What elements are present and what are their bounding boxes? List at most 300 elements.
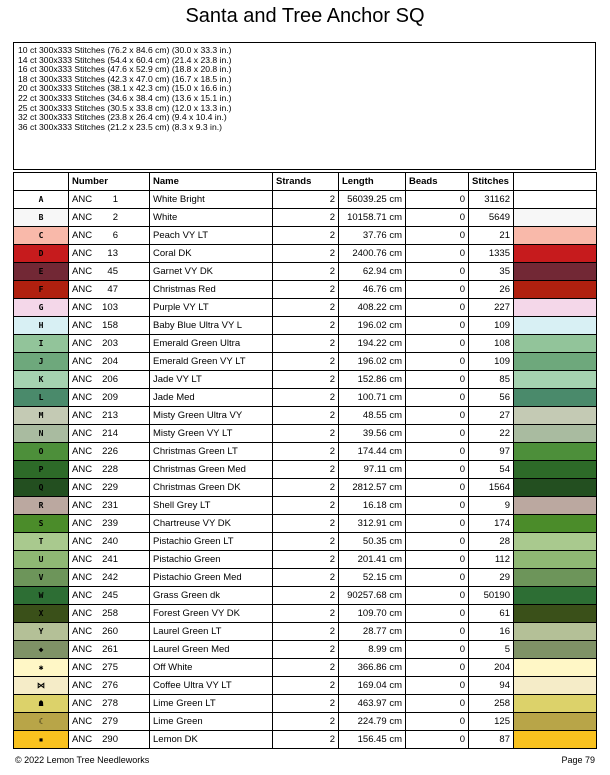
- strands-cell: 2: [273, 191, 339, 209]
- brand-label: ANC: [72, 248, 93, 259]
- length-cell: 28.77 cm: [339, 623, 406, 641]
- size-info-line: 20 ct 300x333 Stitches (38.1 x 42.3 cm) (15.0 x 16.6 in.): [18, 83, 232, 94]
- strands-cell: 2: [273, 605, 339, 623]
- name-cell: Pistachio Green Med: [150, 569, 273, 587]
- name-cell: Pistachio Green: [150, 551, 273, 569]
- number-cell: [69, 479, 150, 497]
- brand-label: ANC: [72, 320, 93, 331]
- name-cell: Laurel Green LT: [150, 623, 273, 641]
- length-cell: 2400.76 cm: [339, 245, 406, 263]
- number-cell: [69, 695, 150, 713]
- color-code: 1: [112, 194, 118, 205]
- name-cell: Forest Green VY DK: [150, 605, 273, 623]
- strands-cell: 2: [273, 533, 339, 551]
- number-cell: [69, 443, 150, 461]
- table-row: [14, 209, 597, 227]
- stitches-cell: 35: [469, 263, 514, 281]
- length-cell: 152.86 cm: [339, 371, 406, 389]
- name-cell: Christmas Red: [150, 281, 273, 299]
- floss-legend-table: [13, 172, 597, 749]
- strands-cell: 2: [273, 587, 339, 605]
- length-cell: 39.56 cm: [339, 425, 406, 443]
- color-code: 279: [102, 716, 118, 727]
- color-swatch: [514, 353, 597, 371]
- strands-cell: 2: [273, 371, 339, 389]
- page-number: Page 79: [561, 755, 595, 765]
- name-cell: Off White: [150, 659, 273, 677]
- strands-cell: 2: [273, 731, 339, 749]
- beads-cell: 0: [406, 371, 469, 389]
- name-cell: Lime Green LT: [150, 695, 273, 713]
- symbol-cell: K: [14, 371, 69, 389]
- color-swatch: [514, 515, 597, 533]
- number-cell: [69, 371, 150, 389]
- strands-cell: 2: [273, 281, 339, 299]
- brand-label: ANC: [72, 572, 93, 583]
- length-cell: 48.55 cm: [339, 407, 406, 425]
- symbol-cell: O: [14, 443, 69, 461]
- brand-label: ANC: [72, 230, 93, 241]
- color-code: 275: [102, 662, 118, 673]
- size-info-line: 14 ct 300x333 Stitches (54.4 x 60.4 cm) (21.4 x 23.8 in.): [18, 54, 232, 65]
- length-cell: 52.15 cm: [339, 569, 406, 587]
- brand-label: ANC: [72, 680, 93, 691]
- symbol-cell: P: [14, 461, 69, 479]
- name-cell: Christmas Green DK: [150, 479, 273, 497]
- number-cell: [69, 515, 150, 533]
- header-length: Length: [339, 173, 406, 191]
- brand-label: ANC: [72, 212, 93, 223]
- strands-cell: 2: [273, 677, 339, 695]
- brand-label: ANC: [72, 338, 93, 349]
- beads-cell: 0: [406, 569, 469, 587]
- color-swatch: [514, 677, 597, 695]
- beads-cell: 0: [406, 407, 469, 425]
- symbol-cell: U: [14, 551, 69, 569]
- color-code: 261: [102, 644, 118, 655]
- stitches-cell: 29: [469, 569, 514, 587]
- table-row: [14, 623, 597, 641]
- size-info-box: [13, 42, 596, 170]
- length-cell: 62.94 cm: [339, 263, 406, 281]
- number-cell: [69, 317, 150, 335]
- strands-cell: 2: [273, 551, 339, 569]
- table-row: [14, 641, 597, 659]
- stitches-cell: 16: [469, 623, 514, 641]
- brand-label: ANC: [72, 716, 93, 727]
- length-cell: 201.41 cm: [339, 551, 406, 569]
- beads-cell: 0: [406, 389, 469, 407]
- number-cell: [69, 659, 150, 677]
- table-row: [14, 551, 597, 569]
- name-cell: Jade Med: [150, 389, 273, 407]
- symbol-cell: Y: [14, 623, 69, 641]
- table-row: [14, 191, 597, 209]
- table-row: [14, 731, 597, 749]
- strands-cell: 2: [273, 623, 339, 641]
- brand-label: ANC: [72, 662, 93, 673]
- stitches-cell: 9: [469, 497, 514, 515]
- name-cell: Grass Green dk: [150, 587, 273, 605]
- number-cell: [69, 425, 150, 443]
- color-swatch: [514, 533, 597, 551]
- length-cell: 156.45 cm: [339, 731, 406, 749]
- color-code: 290: [102, 734, 118, 745]
- length-cell: 366.86 cm: [339, 659, 406, 677]
- table-row: [14, 407, 597, 425]
- stitches-cell: 5649: [469, 209, 514, 227]
- strands-cell: 2: [273, 641, 339, 659]
- color-code: 242: [102, 572, 118, 583]
- color-swatch: [514, 587, 597, 605]
- stitches-cell: 94: [469, 677, 514, 695]
- symbol-cell: I: [14, 335, 69, 353]
- size-info-line: 25 ct 300x333 Stitches (30.5 x 33.8 cm) (12.0 x 13.3 in.): [18, 102, 232, 113]
- color-swatch: [514, 641, 597, 659]
- size-info-line: 36 ct 300x333 Stitches (21.2 x 23.5 cm) (8.3 x 9.3 in.): [18, 121, 222, 132]
- color-swatch: [514, 245, 597, 263]
- strands-cell: 2: [273, 353, 339, 371]
- brand-label: ANC: [72, 554, 93, 565]
- length-cell: 50.35 cm: [339, 533, 406, 551]
- length-cell: 169.04 cm: [339, 677, 406, 695]
- number-cell: [69, 497, 150, 515]
- name-cell: Coffee Ultra VY LT: [150, 677, 273, 695]
- brand-label: ANC: [72, 644, 93, 655]
- stitches-cell: 112: [469, 551, 514, 569]
- stitches-cell: 27: [469, 407, 514, 425]
- number-cell: [69, 281, 150, 299]
- beads-cell: 0: [406, 353, 469, 371]
- stitches-cell: 109: [469, 353, 514, 371]
- color-swatch: [514, 659, 597, 677]
- stitches-cell: 26: [469, 281, 514, 299]
- length-cell: 46.76 cm: [339, 281, 406, 299]
- table-row: [14, 245, 597, 263]
- symbol-cell: M: [14, 407, 69, 425]
- size-info-line: 32 ct 300x333 Stitches (23.8 x 26.4 cm) (9.4 x 10.4 in.): [18, 112, 227, 123]
- color-code: 258: [102, 608, 118, 619]
- number-cell: [69, 407, 150, 425]
- number-cell: [69, 587, 150, 605]
- stitches-cell: 108: [469, 335, 514, 353]
- symbol-cell: R: [14, 497, 69, 515]
- header-strands: Strands: [273, 173, 339, 191]
- table-row: [14, 335, 597, 353]
- strands-cell: 2: [273, 209, 339, 227]
- number-cell: [69, 209, 150, 227]
- color-code: 228: [102, 464, 118, 475]
- symbol-cell: ✱: [14, 659, 69, 677]
- table-row: [14, 299, 597, 317]
- beads-cell: 0: [406, 659, 469, 677]
- color-code: 206: [102, 374, 118, 385]
- table-row: [14, 281, 597, 299]
- number-cell: [69, 389, 150, 407]
- number-cell: [69, 641, 150, 659]
- beads-cell: 0: [406, 461, 469, 479]
- beads-cell: 0: [406, 263, 469, 281]
- color-code: 6: [112, 230, 118, 241]
- symbol-cell: ☗: [14, 695, 69, 713]
- table-row: [14, 227, 597, 245]
- number-cell: [69, 461, 150, 479]
- symbol-cell: ▪: [14, 731, 69, 749]
- header-symbol: [14, 173, 69, 191]
- color-swatch: [514, 623, 597, 641]
- name-cell: Jade VY LT: [150, 371, 273, 389]
- symbol-cell: F: [14, 281, 69, 299]
- color-swatch: [514, 551, 597, 569]
- brand-label: ANC: [72, 392, 93, 403]
- color-swatch: [514, 191, 597, 209]
- brand-label: ANC: [72, 266, 93, 277]
- beads-cell: 0: [406, 299, 469, 317]
- color-code: 226: [102, 446, 118, 457]
- beads-cell: 0: [406, 245, 469, 263]
- color-swatch: [514, 299, 597, 317]
- symbol-cell: L: [14, 389, 69, 407]
- table-row: [14, 659, 597, 677]
- color-swatch: [514, 713, 597, 731]
- color-swatch: [514, 695, 597, 713]
- brand-label: ANC: [72, 590, 93, 601]
- length-cell: 224.79 cm: [339, 713, 406, 731]
- symbol-cell: A: [14, 191, 69, 209]
- color-swatch: [514, 281, 597, 299]
- symbol-cell: V: [14, 569, 69, 587]
- beads-cell: 0: [406, 587, 469, 605]
- stitches-cell: 227: [469, 299, 514, 317]
- table-row: [14, 587, 597, 605]
- length-cell: 97.11 cm: [339, 461, 406, 479]
- beads-cell: 0: [406, 677, 469, 695]
- name-cell: Emerald Green Ultra: [150, 335, 273, 353]
- table-row: [14, 677, 597, 695]
- color-swatch: [514, 263, 597, 281]
- strands-cell: 2: [273, 497, 339, 515]
- stitches-cell: 97: [469, 443, 514, 461]
- name-cell: Lime Green: [150, 713, 273, 731]
- brand-label: ANC: [72, 356, 93, 367]
- brand-label: ANC: [72, 536, 93, 547]
- color-swatch: [514, 227, 597, 245]
- name-cell: Christmas Green Med: [150, 461, 273, 479]
- color-code: 47: [107, 284, 118, 295]
- beads-cell: 0: [406, 209, 469, 227]
- name-cell: Purple VY LT: [150, 299, 273, 317]
- stitches-cell: 125: [469, 713, 514, 731]
- symbol-cell: G: [14, 299, 69, 317]
- color-code: 13: [107, 248, 118, 259]
- name-cell: Pistachio Green LT: [150, 533, 273, 551]
- name-cell: Misty Green Ultra VY: [150, 407, 273, 425]
- stitches-cell: 50190: [469, 587, 514, 605]
- beads-cell: 0: [406, 533, 469, 551]
- brand-label: ANC: [72, 626, 93, 637]
- color-swatch: [514, 335, 597, 353]
- number-cell: [69, 353, 150, 371]
- strands-cell: 2: [273, 479, 339, 497]
- symbol-cell: X: [14, 605, 69, 623]
- stitches-cell: 54: [469, 461, 514, 479]
- table-row: [14, 569, 597, 587]
- strands-cell: 2: [273, 407, 339, 425]
- stitches-cell: 1564: [469, 479, 514, 497]
- beads-cell: 0: [406, 551, 469, 569]
- color-code: 213: [102, 410, 118, 421]
- strands-cell: 2: [273, 713, 339, 731]
- table-row: [14, 497, 597, 515]
- length-cell: 174.44 cm: [339, 443, 406, 461]
- number-cell: [69, 713, 150, 731]
- length-cell: 194.22 cm: [339, 335, 406, 353]
- size-info-line: 16 ct 300x333 Stitches (47.6 x 52.9 cm) (18.8 x 20.8 in.): [18, 64, 232, 75]
- brand-label: ANC: [72, 410, 93, 421]
- beads-cell: 0: [406, 227, 469, 245]
- color-code: 158: [102, 320, 118, 331]
- brand-label: ANC: [72, 464, 93, 475]
- number-cell: [69, 569, 150, 587]
- strands-cell: 2: [273, 227, 339, 245]
- beads-cell: 0: [406, 695, 469, 713]
- beads-cell: 0: [406, 281, 469, 299]
- length-cell: 463.97 cm: [339, 695, 406, 713]
- stitches-cell: 22: [469, 425, 514, 443]
- name-cell: Garnet VY DK: [150, 263, 273, 281]
- symbol-cell: B: [14, 209, 69, 227]
- symbol-cell: W: [14, 587, 69, 605]
- color-code: 239: [102, 518, 118, 529]
- name-cell: White: [150, 209, 273, 227]
- name-cell: Misty Green VY LT: [150, 425, 273, 443]
- color-code: 231: [102, 500, 118, 511]
- number-cell: [69, 551, 150, 569]
- beads-cell: 0: [406, 479, 469, 497]
- beads-cell: 0: [406, 713, 469, 731]
- length-cell: 408.22 cm: [339, 299, 406, 317]
- table-row: [14, 425, 597, 443]
- color-code: 241: [102, 554, 118, 565]
- color-code: 240: [102, 536, 118, 547]
- table-row: [14, 353, 597, 371]
- color-code: 45: [107, 266, 118, 277]
- brand-label: ANC: [72, 608, 93, 619]
- table-row: [14, 605, 597, 623]
- strands-cell: 2: [273, 569, 339, 587]
- length-cell: 56039.25 cm: [339, 191, 406, 209]
- color-swatch: [514, 371, 597, 389]
- stitches-cell: 87: [469, 731, 514, 749]
- length-cell: 109.70 cm: [339, 605, 406, 623]
- name-cell: Christmas Green LT: [150, 443, 273, 461]
- header-number: Number: [69, 173, 150, 191]
- size-info-line: 10 ct 300x333 Stitches (76.2 x 84.6 cm) (30.0 x 33.3 in.): [18, 45, 232, 55]
- header-swatch: [514, 173, 597, 191]
- number-cell: [69, 533, 150, 551]
- color-swatch: [514, 209, 597, 227]
- number-cell: [69, 605, 150, 623]
- strands-cell: 2: [273, 263, 339, 281]
- table-row: [14, 443, 597, 461]
- beads-cell: 0: [406, 731, 469, 749]
- beads-cell: 0: [406, 425, 469, 443]
- strands-cell: 2: [273, 245, 339, 263]
- length-cell: 10158.71 cm: [339, 209, 406, 227]
- length-cell: 90257.68 cm: [339, 587, 406, 605]
- name-cell: Lemon DK: [150, 731, 273, 749]
- beads-cell: 0: [406, 443, 469, 461]
- stitches-cell: 61: [469, 605, 514, 623]
- table-row: [14, 461, 597, 479]
- length-cell: 37.76 cm: [339, 227, 406, 245]
- color-swatch: [514, 569, 597, 587]
- brand-label: ANC: [72, 482, 93, 493]
- name-cell: Baby Blue Ultra VY L: [150, 317, 273, 335]
- number-cell: [69, 191, 150, 209]
- name-cell: Peach VY LT: [150, 227, 273, 245]
- strands-cell: 2: [273, 515, 339, 533]
- color-code: 203: [102, 338, 118, 349]
- length-cell: 16.18 cm: [339, 497, 406, 515]
- size-info-line: 22 ct 300x333 Stitches (34.6 x 38.4 cm) (13.6 x 15.1 in.): [18, 92, 232, 103]
- table-row: [14, 389, 597, 407]
- beads-cell: 0: [406, 641, 469, 659]
- color-code: 2: [112, 212, 118, 223]
- color-code: 214: [102, 428, 118, 439]
- symbol-cell: ⋈: [14, 677, 69, 695]
- symbol-cell: T: [14, 533, 69, 551]
- page-title: Santa and Tree Anchor SQ: [185, 5, 425, 27]
- table-row: [14, 533, 597, 551]
- brand-label: ANC: [72, 374, 93, 385]
- table-row: [14, 695, 597, 713]
- brand-label: ANC: [72, 734, 93, 745]
- number-cell: [69, 731, 150, 749]
- symbol-cell: Q: [14, 479, 69, 497]
- number-cell: [69, 263, 150, 281]
- number-cell: [69, 299, 150, 317]
- name-cell: Chartreuse VY DK: [150, 515, 273, 533]
- strands-cell: 2: [273, 317, 339, 335]
- symbol-cell: E: [14, 263, 69, 281]
- beads-cell: 0: [406, 605, 469, 623]
- color-code: 209: [102, 392, 118, 403]
- color-code: 229: [102, 482, 118, 493]
- stitches-cell: 204: [469, 659, 514, 677]
- stitches-cell: 109: [469, 317, 514, 335]
- color-code: 204: [102, 356, 118, 367]
- color-code: 276: [102, 680, 118, 691]
- number-cell: [69, 677, 150, 695]
- name-cell: White Bright: [150, 191, 273, 209]
- name-cell: Laurel Green Med: [150, 641, 273, 659]
- length-cell: 8.99 cm: [339, 641, 406, 659]
- stitches-cell: 174: [469, 515, 514, 533]
- strands-cell: 2: [273, 659, 339, 677]
- color-code: 103: [102, 302, 118, 313]
- beads-cell: 0: [406, 335, 469, 353]
- brand-label: ANC: [72, 194, 93, 205]
- color-code: 278: [102, 698, 118, 709]
- table-row: [14, 263, 597, 281]
- color-code: 260: [102, 626, 118, 637]
- symbol-cell: ☾: [14, 713, 69, 731]
- color-swatch: [514, 731, 597, 749]
- table-row: [14, 479, 597, 497]
- color-swatch: [514, 389, 597, 407]
- header-name: Name: [150, 173, 273, 191]
